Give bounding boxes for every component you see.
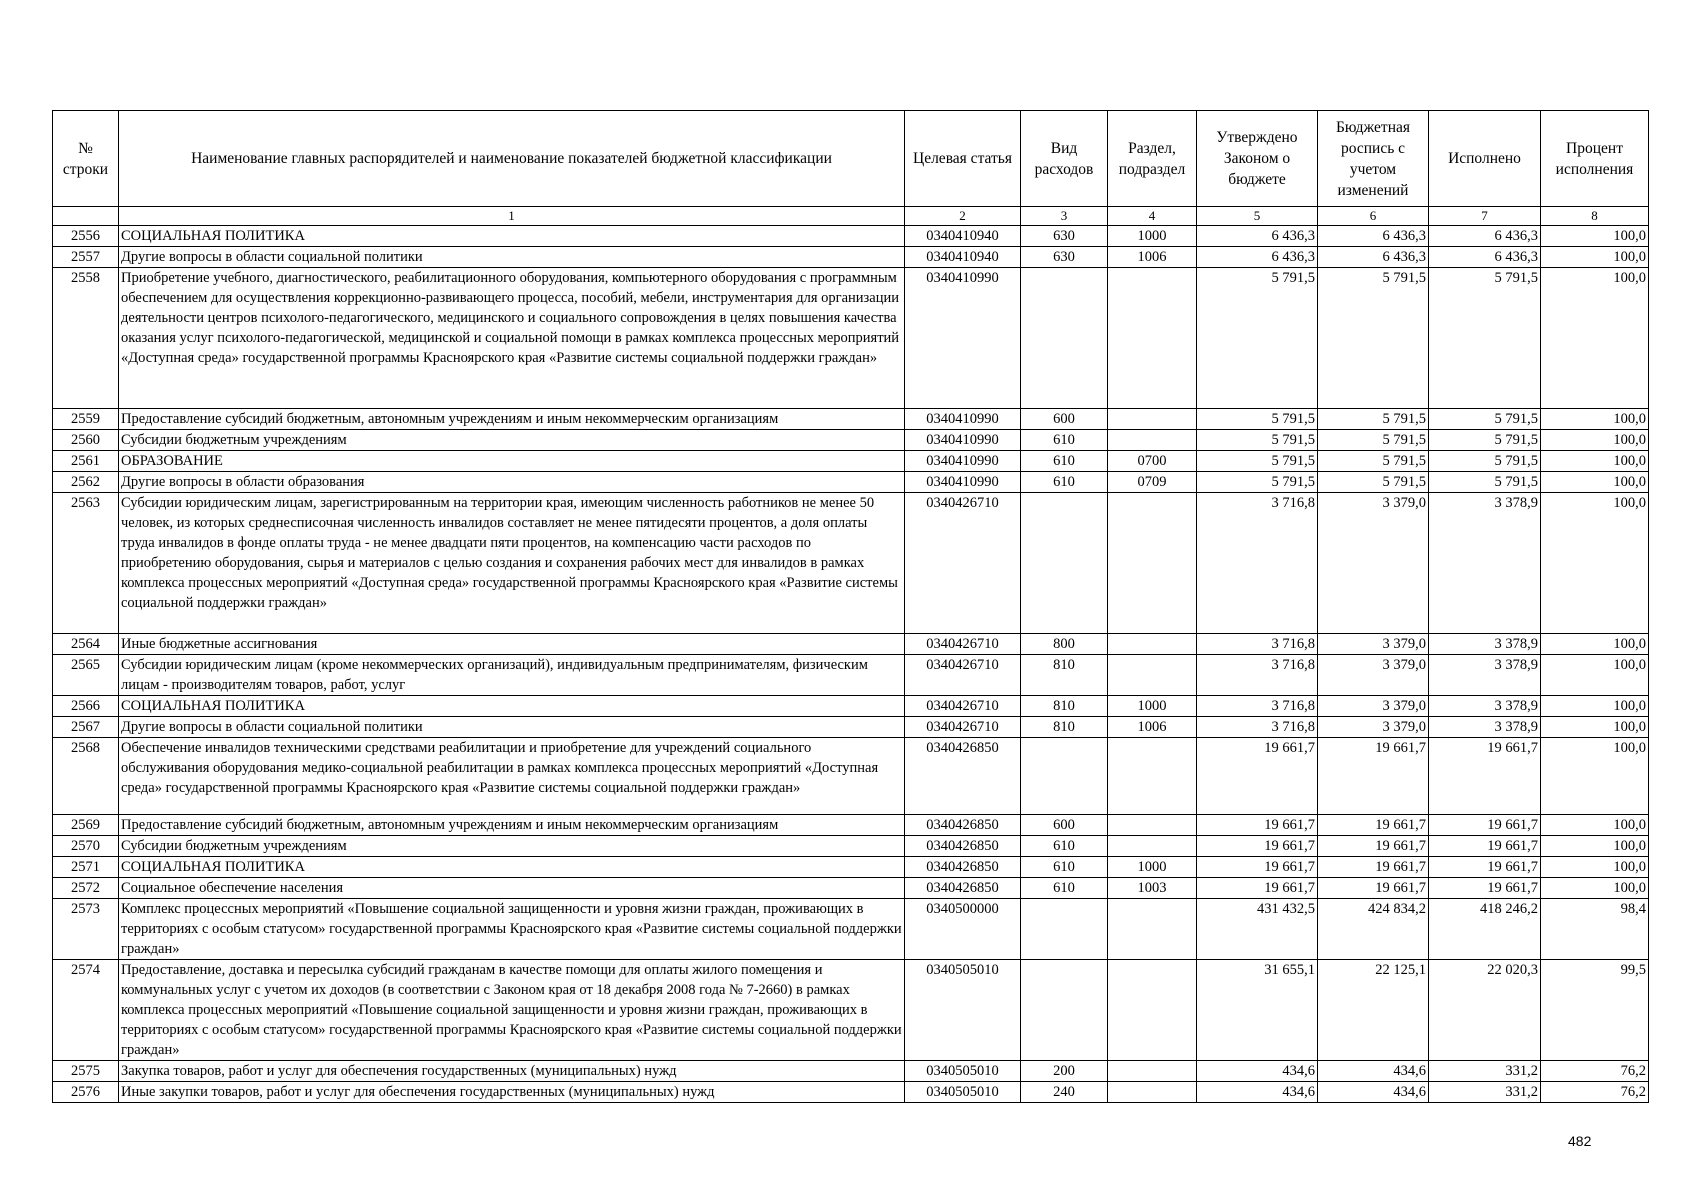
row-target-article: 0340426710 (905, 696, 1021, 717)
row-section (1108, 493, 1197, 634)
row-expense-type: 810 (1021, 655, 1108, 696)
row-number: 2561 (53, 451, 119, 472)
row-number: 2570 (53, 836, 119, 857)
row-executed: 5 791,5 (1429, 268, 1541, 409)
row-number: 2557 (53, 247, 119, 268)
row-expense-type: 610 (1021, 857, 1108, 878)
row-section (1108, 899, 1197, 960)
table-row (53, 738, 1649, 815)
row-expense-type: 630 (1021, 226, 1108, 247)
row-section: 1000 (1108, 226, 1197, 247)
row-budget-list: 6 436,3 (1318, 247, 1429, 268)
table-row (53, 472, 1649, 493)
row-executed: 19 661,7 (1429, 836, 1541, 857)
row-executed: 331,2 (1429, 1082, 1541, 1103)
row-section: 1000 (1108, 857, 1197, 878)
row-budget-list: 6 436,3 (1318, 226, 1429, 247)
row-percent: 99,5 (1541, 960, 1649, 1061)
table-row (53, 247, 1649, 268)
row-budget-list: 19 661,7 (1318, 738, 1429, 815)
row-budget-list: 19 661,7 (1318, 857, 1429, 878)
row-approved: 19 661,7 (1197, 878, 1318, 899)
table-row (53, 878, 1649, 899)
column-index: 3 (1021, 207, 1108, 226)
budget-table (52, 110, 1649, 1103)
table-row (53, 409, 1649, 430)
row-number: 2559 (53, 409, 119, 430)
row-budget-list: 19 661,7 (1318, 836, 1429, 857)
table-body (53, 226, 1649, 1103)
row-name: Закупка товаров, работ и услуг для обеспечения государственных (муниципальных) нужд (119, 1061, 905, 1082)
row-budget-list: 434,6 (1318, 1082, 1429, 1103)
row-name: СОЦИАЛЬНАЯ ПОЛИТИКА (119, 226, 905, 247)
row-number: 2563 (53, 493, 119, 634)
row-section (1108, 738, 1197, 815)
row-executed: 6 436,3 (1429, 226, 1541, 247)
row-approved: 19 661,7 (1197, 857, 1318, 878)
row-expense-type (1021, 268, 1108, 409)
row-target-article: 0340505010 (905, 960, 1021, 1061)
row-target-article: 0340410940 (905, 247, 1021, 268)
row-target-article: 0340426850 (905, 738, 1021, 815)
header-row-no: № строки (53, 111, 119, 207)
row-executed: 3 378,9 (1429, 634, 1541, 655)
row-section (1108, 836, 1197, 857)
row-budget-list: 22 125,1 (1318, 960, 1429, 1061)
row-section: 1003 (1108, 878, 1197, 899)
row-executed: 19 661,7 (1429, 738, 1541, 815)
row-expense-type (1021, 493, 1108, 634)
column-index-empty (53, 207, 119, 226)
page-number: 482 (1568, 1133, 1592, 1149)
row-name: Другие вопросы в области социальной политики (119, 247, 905, 268)
row-name: Обеспечение инвалидов техническими средствами реабилитации и приобретение для учреждений социального обслуживания оборудования медико-социальной реабилитации в рамках комплекса процессных мероприятий «Доступная среда» государственной программы Красноярского края «Развитие системы социальной поддержки граждан» (119, 738, 905, 815)
column-index: 4 (1108, 207, 1197, 226)
row-approved: 431 432,5 (1197, 899, 1318, 960)
table-row (53, 717, 1649, 738)
row-name: Субсидии бюджетным учреждениям (119, 430, 905, 451)
row-name: СОЦИАЛЬНАЯ ПОЛИТИКА (119, 857, 905, 878)
table-row (53, 696, 1649, 717)
row-section (1108, 1061, 1197, 1082)
row-percent: 100,0 (1541, 696, 1649, 717)
row-name: СОЦИАЛЬНАЯ ПОЛИТИКА (119, 696, 905, 717)
row-percent: 100,0 (1541, 226, 1649, 247)
row-percent: 100,0 (1541, 493, 1649, 634)
row-number: 2564 (53, 634, 119, 655)
row-target-article: 0340426710 (905, 634, 1021, 655)
row-approved: 6 436,3 (1197, 247, 1318, 268)
row-number: 2567 (53, 717, 119, 738)
table-row (53, 1082, 1649, 1103)
row-expense-type: 610 (1021, 836, 1108, 857)
row-executed: 5 791,5 (1429, 430, 1541, 451)
row-target-article: 0340426850 (905, 836, 1021, 857)
row-budget-list: 5 791,5 (1318, 472, 1429, 493)
table-row (53, 1061, 1649, 1082)
row-number: 2560 (53, 430, 119, 451)
row-percent: 100,0 (1541, 634, 1649, 655)
row-name: Субсидии юридическим лицам, зарегистрированным на территории края, имеющим численность работников не менее 50 человек, из которых среднесписочная численность инвалидов составляет не менее пятидесяти процентов, а доля оплаты труда инвалидов в фонде оплаты труда - не менее двадцати пяти процентов, на компенсацию части расходов по приобретению оборудования, сырья и материалов с целью создания и сохранения рабочих мест для инвалидов в рамках комплекса процессных мероприятий «Доступная среда» государственной программы Красноярского края «Развитие системы социальной поддержки граждан» (119, 493, 905, 634)
row-percent: 100,0 (1541, 717, 1649, 738)
table-row (53, 634, 1649, 655)
row-number: 2566 (53, 696, 119, 717)
row-expense-type: 600 (1021, 815, 1108, 836)
row-approved: 5 791,5 (1197, 268, 1318, 409)
row-approved: 19 661,7 (1197, 836, 1318, 857)
row-target-article: 0340426710 (905, 493, 1021, 634)
row-budget-list: 5 791,5 (1318, 430, 1429, 451)
row-percent: 76,2 (1541, 1061, 1649, 1082)
row-name: ОБРАЗОВАНИЕ (119, 451, 905, 472)
row-approved: 3 716,8 (1197, 717, 1318, 738)
row-percent: 100,0 (1541, 738, 1649, 815)
table-row (53, 268, 1649, 409)
row-number: 2569 (53, 815, 119, 836)
row-executed: 331,2 (1429, 1061, 1541, 1082)
row-approved: 6 436,3 (1197, 226, 1318, 247)
row-number: 2556 (53, 226, 119, 247)
row-approved: 434,6 (1197, 1061, 1318, 1082)
row-expense-type (1021, 960, 1108, 1061)
column-index: 8 (1541, 207, 1649, 226)
row-section (1108, 430, 1197, 451)
row-approved: 3 716,8 (1197, 634, 1318, 655)
column-index: 1 (119, 207, 905, 226)
row-budget-list: 19 661,7 (1318, 815, 1429, 836)
row-percent: 100,0 (1541, 430, 1649, 451)
row-percent: 100,0 (1541, 247, 1649, 268)
row-section (1108, 634, 1197, 655)
row-name: Предоставление субсидий бюджетным, автономным учреждениям и иным некоммерческим организациям (119, 815, 905, 836)
header-executed: Исполнено (1429, 111, 1541, 207)
row-target-article: 0340410990 (905, 430, 1021, 451)
column-index: 6 (1318, 207, 1429, 226)
row-percent: 100,0 (1541, 857, 1649, 878)
header-name: Наименование главных распорядителей и наименование показателей бюджетной классификации (119, 111, 905, 207)
row-target-article: 0340426850 (905, 878, 1021, 899)
row-percent: 100,0 (1541, 472, 1649, 493)
header-target-article: Целевая статья (905, 111, 1021, 207)
row-section (1108, 815, 1197, 836)
row-executed: 3 378,9 (1429, 493, 1541, 634)
row-budget-list: 434,6 (1318, 1061, 1429, 1082)
row-percent: 98,4 (1541, 899, 1649, 960)
table-row (53, 655, 1649, 696)
header-approved: Утверждено Законом о бюджете (1197, 111, 1318, 207)
row-number: 2572 (53, 878, 119, 899)
row-executed: 5 791,5 (1429, 409, 1541, 430)
row-number: 2565 (53, 655, 119, 696)
row-name: Субсидии бюджетным учреждениям (119, 836, 905, 857)
row-executed: 3 378,9 (1429, 717, 1541, 738)
row-section: 0709 (1108, 472, 1197, 493)
row-approved: 5 791,5 (1197, 451, 1318, 472)
row-expense-type (1021, 899, 1108, 960)
table-header-row (53, 111, 1649, 207)
row-expense-type: 610 (1021, 430, 1108, 451)
row-budget-list: 3 379,0 (1318, 493, 1429, 634)
row-expense-type: 610 (1021, 472, 1108, 493)
row-executed: 5 791,5 (1429, 472, 1541, 493)
row-expense-type (1021, 738, 1108, 815)
row-executed: 3 378,9 (1429, 655, 1541, 696)
row-number: 2574 (53, 960, 119, 1061)
table-row (53, 493, 1649, 634)
header-section: Раздел, подраздел (1108, 111, 1197, 207)
row-executed: 19 661,7 (1429, 815, 1541, 836)
row-percent: 76,2 (1541, 1082, 1649, 1103)
row-number: 2562 (53, 472, 119, 493)
row-section (1108, 268, 1197, 409)
row-number: 2576 (53, 1082, 119, 1103)
row-target-article: 0340505010 (905, 1061, 1021, 1082)
row-expense-type: 600 (1021, 409, 1108, 430)
row-approved: 19 661,7 (1197, 815, 1318, 836)
row-budget-list: 424 834,2 (1318, 899, 1429, 960)
row-number: 2571 (53, 857, 119, 878)
row-approved: 5 791,5 (1197, 409, 1318, 430)
row-target-article: 0340410990 (905, 451, 1021, 472)
table-row (53, 226, 1649, 247)
row-approved: 31 655,1 (1197, 960, 1318, 1061)
row-executed: 22 020,3 (1429, 960, 1541, 1061)
row-name: Иные бюджетные ассигнования (119, 634, 905, 655)
row-target-article: 0340505010 (905, 1082, 1021, 1103)
row-section: 1000 (1108, 696, 1197, 717)
row-budget-list: 3 379,0 (1318, 717, 1429, 738)
table-row (53, 430, 1649, 451)
row-name: Другие вопросы в области социальной политики (119, 717, 905, 738)
header-percent: Процент исполнения (1541, 111, 1649, 207)
row-expense-type: 610 (1021, 451, 1108, 472)
row-approved: 19 661,7 (1197, 738, 1318, 815)
table-row (53, 836, 1649, 857)
row-approved: 434,6 (1197, 1082, 1318, 1103)
row-target-article: 0340426710 (905, 655, 1021, 696)
row-section: 0700 (1108, 451, 1197, 472)
row-expense-type: 240 (1021, 1082, 1108, 1103)
row-percent: 100,0 (1541, 836, 1649, 857)
row-approved: 3 716,8 (1197, 696, 1318, 717)
row-executed: 5 791,5 (1429, 451, 1541, 472)
header-expense-type: Вид расходов (1021, 111, 1108, 207)
row-expense-type: 630 (1021, 247, 1108, 268)
row-number: 2558 (53, 268, 119, 409)
row-percent: 100,0 (1541, 268, 1649, 409)
row-name: Социальное обеспечение населения (119, 878, 905, 899)
row-percent: 100,0 (1541, 815, 1649, 836)
row-budget-list: 5 791,5 (1318, 268, 1429, 409)
row-budget-list: 3 379,0 (1318, 655, 1429, 696)
row-section: 1006 (1108, 717, 1197, 738)
table-row (53, 960, 1649, 1061)
row-section: 1006 (1108, 247, 1197, 268)
table-row (53, 857, 1649, 878)
column-index: 5 (1197, 207, 1318, 226)
row-budget-list: 19 661,7 (1318, 878, 1429, 899)
table-row (53, 451, 1649, 472)
row-name: Предоставление, доставка и пересылка субсидий гражданам в качестве помощи для оплаты жилого помещения и коммунальных услуг с учетом их доходов (в соответствии с Законом края от 18 декабря 2008 года № 7-2660) в рамках комплекса процессных мероприятий «Повышение социальной защищенности и уровня жизни граждан, проживающих в территориях с особым статусом» государственной программы Красноярского края «Развитие системы социальной поддержки граждан» (119, 960, 905, 1061)
column-index-row (53, 207, 1649, 226)
row-percent: 100,0 (1541, 655, 1649, 696)
row-target-article: 0340410990 (905, 268, 1021, 409)
row-executed: 3 378,9 (1429, 696, 1541, 717)
row-expense-type: 810 (1021, 717, 1108, 738)
row-budget-list: 5 791,5 (1318, 409, 1429, 430)
row-name: Другие вопросы в области образования (119, 472, 905, 493)
row-executed: 19 661,7 (1429, 857, 1541, 878)
row-name: Иные закупки товаров, работ и услуг для обеспечения государственных (муниципальных) нужд (119, 1082, 905, 1103)
row-target-article: 0340410990 (905, 409, 1021, 430)
column-index: 2 (905, 207, 1021, 226)
row-target-article: 0340426710 (905, 717, 1021, 738)
row-section (1108, 655, 1197, 696)
row-name: Комплекс процессных мероприятий «Повышение социальной защищенности и уровня жизни граждан, проживающих в территориях с особым статусом» государственной программы Красноярского края «Развитие системы социальной поддержки граждан» (119, 899, 905, 960)
row-executed: 418 246,2 (1429, 899, 1541, 960)
row-budget-list: 3 379,0 (1318, 696, 1429, 717)
row-expense-type: 810 (1021, 696, 1108, 717)
row-approved: 3 716,8 (1197, 493, 1318, 634)
row-section (1108, 1082, 1197, 1103)
row-executed: 19 661,7 (1429, 878, 1541, 899)
row-approved: 3 716,8 (1197, 655, 1318, 696)
row-number: 2568 (53, 738, 119, 815)
table-row (53, 815, 1649, 836)
row-section (1108, 409, 1197, 430)
row-expense-type: 800 (1021, 634, 1108, 655)
row-executed: 6 436,3 (1429, 247, 1541, 268)
row-expense-type: 200 (1021, 1061, 1108, 1082)
row-expense-type: 610 (1021, 878, 1108, 899)
row-name: Предоставление субсидий бюджетным, автономным учреждениям и иным некоммерческим организациям (119, 409, 905, 430)
row-approved: 5 791,5 (1197, 472, 1318, 493)
row-percent: 100,0 (1541, 451, 1649, 472)
row-approved: 5 791,5 (1197, 430, 1318, 451)
table-row (53, 899, 1649, 960)
row-name: Субсидии юридическим лицам (кроме некоммерческих организаций), индивидуальным предпринимателям, физическим лицам - производителям товаров, работ, услуг (119, 655, 905, 696)
row-budget-list: 5 791,5 (1318, 451, 1429, 472)
row-budget-list: 3 379,0 (1318, 634, 1429, 655)
row-target-article: 0340410990 (905, 472, 1021, 493)
column-index: 7 (1429, 207, 1541, 226)
row-section (1108, 960, 1197, 1061)
row-name: Приобретение учебного, диагностического, реабилитационного оборудования, компьютерного оборудования с программным обеспечением для осуществления коррекционно-развивающего процесса, пособий, мебели, инструментария для организации деятельности центров психолого-педагогического, медицинского и социального сопровождения в целях повышения качества оказания услуг психолого-педагогической, медицинской и социальной помощи в рамках комплекса процессных мероприятий «Доступная среда» государственной программы Красноярского края «Развитие системы социальной поддержки граждан» (119, 268, 905, 409)
row-target-article: 0340426850 (905, 815, 1021, 836)
row-target-article: 0340426850 (905, 857, 1021, 878)
row-percent: 100,0 (1541, 878, 1649, 899)
row-number: 2575 (53, 1061, 119, 1082)
row-percent: 100,0 (1541, 409, 1649, 430)
row-number: 2573 (53, 899, 119, 960)
header-budget-list: Бюджетная роспись с учетом изменений (1318, 111, 1429, 207)
row-target-article: 0340500000 (905, 899, 1021, 960)
row-target-article: 0340410940 (905, 226, 1021, 247)
